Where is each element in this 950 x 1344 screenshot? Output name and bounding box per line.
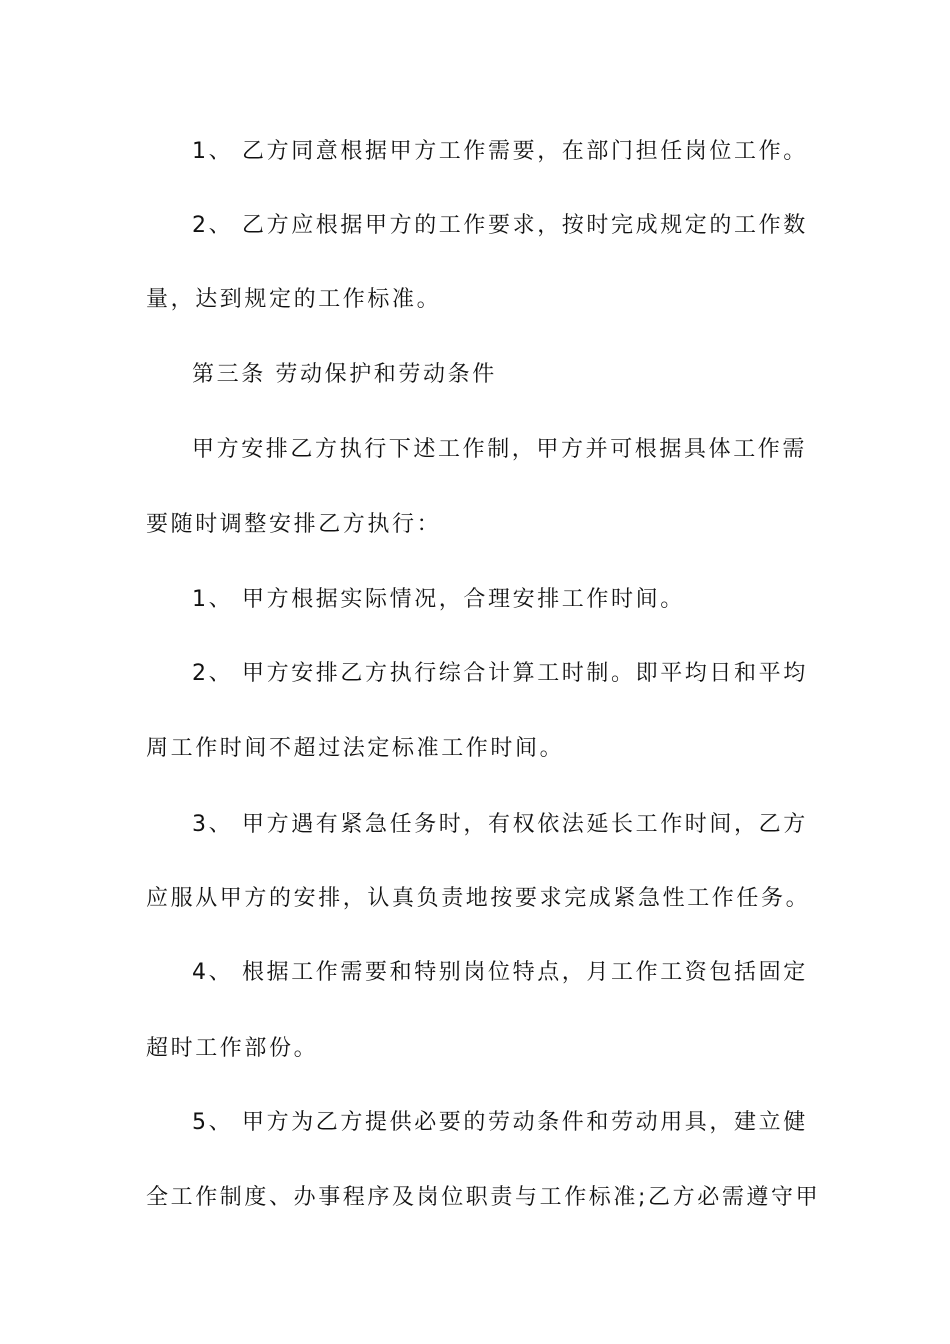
paragraph-intro: 甲方安排乙方执行下述工作制，甲方并可根据具体工作需 (192, 437, 808, 462)
clause-3-1 (192, 585, 852, 615)
clause-3-4-continuation: 超时工作部份。 (146, 1036, 319, 1061)
clause-3-5 (192, 1108, 852, 1138)
clause-text: 甲方安排乙方执行综合计算工时制。即平均日和平均 (242, 661, 808, 686)
clause-number: 2、 (192, 213, 234, 238)
clause-3-3-continuation: 应服从甲方的安排，认真负责地按要求完成紧急性工作任务。 (146, 886, 811, 911)
clause-number: 3、 (192, 812, 234, 837)
clause-2 (192, 211, 852, 241)
clause-3-3 (192, 810, 852, 840)
clause-1 (192, 137, 852, 167)
clause-number: 4、 (192, 960, 234, 985)
clause-3-4 (192, 958, 852, 988)
clause-text: 乙方应根据甲方的工作要求，按时完成规定的工作数 (242, 213, 808, 238)
clause-text: 甲方为乙方提供必要的劳动条件和劳动用具，建立健 (242, 1110, 808, 1135)
clause-text: 甲方根据实际情况，合理安排工作时间。 (242, 587, 685, 612)
paragraph-intro-continuation: 要随时调整安排乙方执行： (146, 512, 442, 537)
clause-number: 5、 (192, 1110, 234, 1135)
clause-3-2 (192, 659, 852, 689)
clause-2-continuation: 量，达到规定的工作标准。 (146, 287, 442, 312)
clause-number: 2、 (192, 661, 234, 686)
clause-3-5-continuation: 全工作制度、办事程序及岗位职责与工作标准;乙方必需遵守甲 (146, 1185, 821, 1210)
clause-3-2-continuation: 周工作时间不超过法定标准工作时间。 (146, 736, 565, 761)
clause-text: 甲方遇有紧急任务时，有权依法延长工作时间，乙方 (242, 812, 808, 837)
clause-number: 1、 (192, 139, 234, 164)
section-heading: 第三条 劳动保护和劳动条件 (192, 362, 497, 387)
clause-number: 1、 (192, 587, 234, 612)
clause-text: 根据工作需要和特别岗位特点，月工作工资包括固定 (242, 960, 808, 985)
clause-text: 乙方同意根据甲方工作需要，在部门担任岗位工作。 (242, 139, 808, 164)
